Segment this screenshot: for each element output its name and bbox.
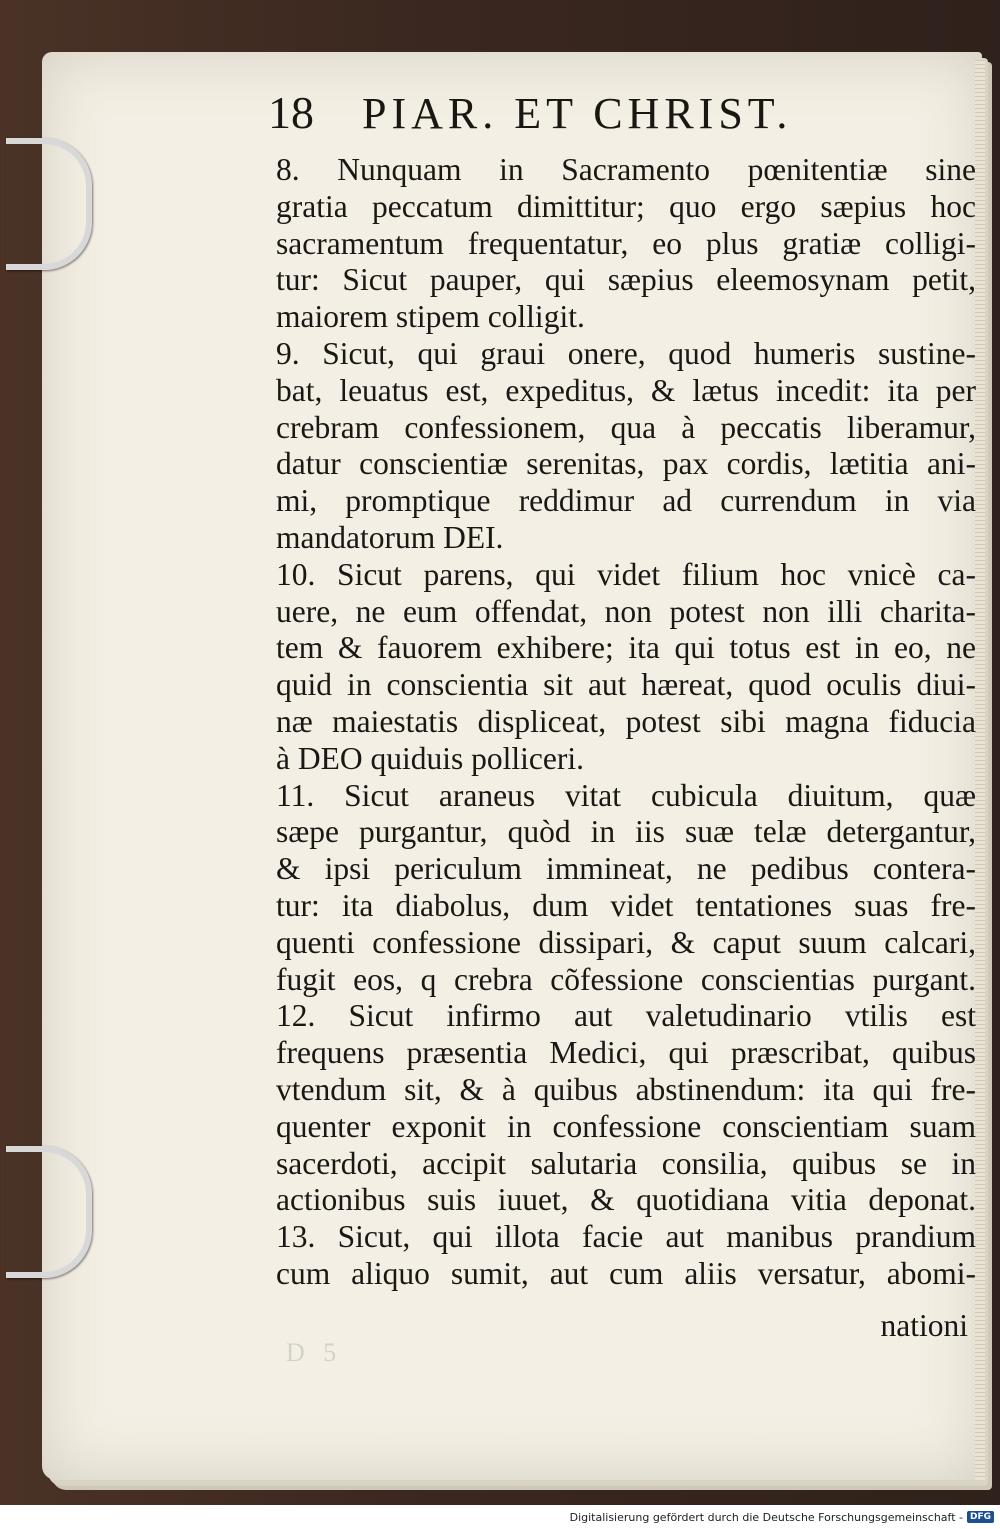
page-number: 18: [268, 87, 314, 138]
text-line: næ maiestatis displiceat, potest sibi magna fiducia: [276, 703, 976, 739]
text-line: sæpe purgantur, quòd in iis suæ telæ detergantur,: [276, 814, 976, 850]
text-line: vtendum sit, & à quibus abstinendum: ita qui fre-: [276, 1071, 976, 1107]
page-clip-bottom: [6, 1146, 92, 1278]
text-line: tur: Sicut pauper, qui sæpius eleemosynam petit,: [276, 262, 976, 298]
text-line: sacerdoti, accipit salutaria consilia, quibus se in: [276, 1145, 976, 1181]
text-line: à DEO quiduis polliceri.: [276, 740, 584, 776]
text-line: tem & fauorem exhibere; ita qui totus est in eo, ne: [276, 630, 976, 666]
text-line: datur conscientiæ serenitas, pax cordis, lætitia ani-: [276, 446, 976, 482]
text-line: gratia peccatum dimittitur; quo ergo sæpius hoc: [276, 188, 976, 224]
text-line: & ipsi periculum immineat, ne pedibus contera-: [276, 851, 976, 887]
text-line: fugit eos, q crebra cõfessione conscientias purgant.: [276, 961, 976, 997]
text-line: 13. Sicut, qui illota facie aut manibus prandium: [276, 1219, 976, 1255]
text-line: sacramentum frequentatur, eo plus gratiæ colligi-: [276, 225, 976, 261]
text-line: crebram confessionem, qua à peccatis liberamur,: [276, 409, 976, 445]
page-clip-top: [6, 138, 92, 270]
text-line: mi, promptique reddimur ad currendum in via: [276, 483, 976, 519]
text-line: uere, ne eum offendat, non potest non illi charita-: [276, 593, 976, 629]
text-line: quid in conscientia sit aut hæreat, quod oculis diui-: [276, 667, 976, 703]
catchword: nationi: [880, 1308, 968, 1343]
text-line: 10. Sicut parens, qui videt filium hoc vnicè ca-: [276, 556, 976, 592]
text-line: tur: ita diabolus, dum videt tentationes suas fre-: [276, 887, 976, 923]
digitization-footer: [0, 1505, 1000, 1529]
running-title: PIAR. ET CHRIST.: [362, 89, 793, 138]
page-body-text: [276, 152, 976, 1293]
page-edge: [975, 60, 985, 1480]
text-line: bat, leuatus est, expeditus, & lætus incedit: ita per: [276, 372, 976, 408]
text-line: 8. Nunquam in Sacramento pœnitentiæ sine: [276, 152, 976, 187]
text-line: quenti confessione dissipari, & caput suum calcari,: [276, 924, 976, 960]
text-line: maiorem stipem colligit.: [276, 299, 585, 335]
dfg-logo-icon: DFG: [967, 1511, 994, 1523]
text-line: mandatorum DEI.: [276, 519, 504, 555]
footer-credit: Digitalisierung gefördert durch die Deutsche Forschungsgemeinschaft -: [569, 1510, 963, 1524]
text-line: frequens præsentia Medici, qui præscribat, quibus: [276, 1035, 976, 1071]
text-line: actionibus suis iuuet, & quotidiana vitia deponat.: [276, 1182, 976, 1218]
page-header: [268, 86, 868, 146]
signature-mark: D 5: [286, 1338, 343, 1367]
text-line: 11. Sicut araneus vitat cubicula diuitum, quæ: [276, 777, 976, 813]
text-line: 9. Sicut, qui graui onere, quod humeris sustine-: [276, 335, 976, 371]
text-line: 12. Sicut infirmo aut valetudinario vtilis est: [276, 998, 976, 1034]
text-line: quenter exponit in confessione conscientiam suam: [276, 1108, 976, 1144]
text-line: cum aliquo sumit, aut cum aliis versatur, abomi-: [276, 1255, 976, 1291]
